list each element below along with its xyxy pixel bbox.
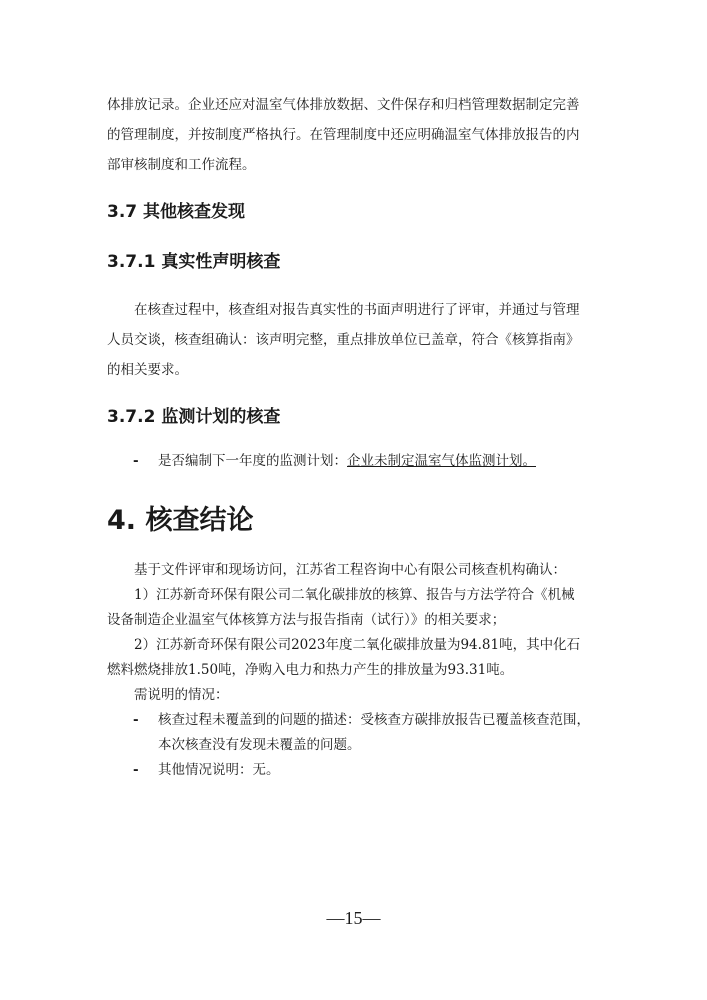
paragraph-line: 部审核制度和工作流程。 xyxy=(107,157,256,173)
paragraph-line: 在核查过程中，核查组对报告真实性的书面声明进行了评审，并通过与管理 xyxy=(134,302,580,318)
bullet-mark: - xyxy=(133,453,139,469)
paragraph-line: 体排放记录。企业还应对温室气体排放数据、文件保存和归档管理数据制定完善 xyxy=(107,97,580,113)
paragraph-line: 的相关要求。 xyxy=(107,362,188,378)
paragraph-line: 的管理制度，并按制度严格执行。在管理制度中还应明确温室气体排放报告的内 xyxy=(107,127,580,143)
section-heading-4: 4. 核查结论 xyxy=(107,505,254,536)
paragraph-line: 设备制造企业温室气体核算方法与报告指南（试行）》的相关要求； xyxy=(107,612,506,628)
bullet-line: 本次核查没有发现未覆盖的问题。 xyxy=(158,737,361,753)
paragraph-line: 人员交谈，核查组确认：该声明完整，重点排放单位已盖章，符合《核算指南》 xyxy=(107,332,580,348)
bullet-value: 企业未制定温室气体监测计划。 xyxy=(347,453,536,469)
page-number: —15— xyxy=(326,908,381,928)
bullet-text xyxy=(158,758,280,783)
bullet-mark: - xyxy=(133,712,139,728)
note-heading xyxy=(107,683,607,708)
paragraph-line: 燃料燃烧排放1.50吨，净购入电力和热力产生的排放量为93.31吨。 xyxy=(107,662,514,678)
paragraph-line: 基于文件评审和现场访问，江苏省工程咨询中心有限公司核查机构确认： xyxy=(134,562,566,578)
bullet-mark: - xyxy=(133,762,139,778)
conclusion-intro xyxy=(107,558,607,583)
bullet-label: 是否编制下一年度的监测计划： xyxy=(158,453,347,469)
conclusion-item-2 xyxy=(107,633,607,683)
section-heading-3-7-1: 3.7.1 真实性声明核查 xyxy=(107,252,281,272)
paragraph-records xyxy=(107,90,607,180)
section-heading-3-7-2: 3.7.2 监测计划的核查 xyxy=(107,407,281,427)
paragraph-line: 需说明的情况： xyxy=(134,687,229,703)
section-heading-3-7: 3.7 其他核查发现 xyxy=(107,202,246,222)
bullet-line: 其他情况说明：无。 xyxy=(158,762,280,778)
paragraph-authenticity xyxy=(107,295,607,385)
bullet-text xyxy=(158,449,536,474)
bullet-line: 核查过程未覆盖到的问题的描述：受核查方碳排放报告已覆盖核查范围， xyxy=(158,712,590,728)
paragraph-line: 1）江苏新奇环保有限公司二氧化碳排放的核算、报告与方法学符合《机械 xyxy=(134,587,575,603)
bullet-text xyxy=(158,708,590,758)
conclusion-item-1 xyxy=(107,583,607,633)
paragraph-line: 2）江苏新奇环保有限公司2023年度二氧化碳排放量为94.81吨，其中化石 xyxy=(134,637,581,653)
